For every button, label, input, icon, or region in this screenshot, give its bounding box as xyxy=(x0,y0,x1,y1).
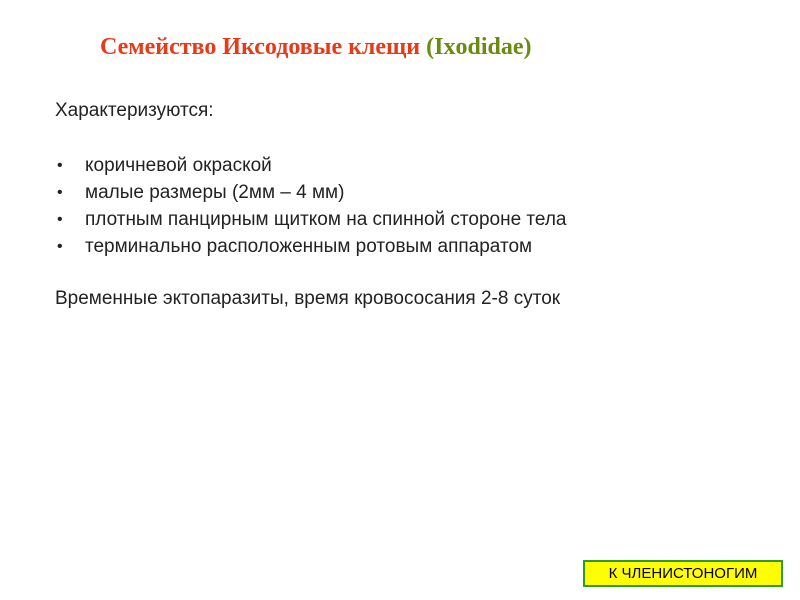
intro-text: Характеризуются: xyxy=(55,100,214,121)
list-item-text: коричневой окраской xyxy=(85,155,272,176)
nav-button-label: К ЧЛЕНИСТОНОГИМ xyxy=(608,565,758,582)
bullet-icon: • xyxy=(57,238,63,255)
bullet-icon: • xyxy=(57,211,63,228)
list-item-text: терминально расположенным ротовым аппаратом xyxy=(85,236,533,257)
bullet-icon: • xyxy=(57,184,63,201)
list-item-text: малые размеры (2мм – 4 мм) xyxy=(85,182,345,203)
summary-text: Временные эктопаразиты, время кровососания 2-8 суток xyxy=(55,288,561,309)
title-latin: (Ixodidae) xyxy=(426,34,532,60)
list-item-text: плотным панцирным щитком на спинной стороне тела xyxy=(85,209,567,230)
characteristics-list xyxy=(55,152,567,260)
slide-title xyxy=(100,34,531,61)
title-russian: Семейство Иксодовые клещи xyxy=(100,34,421,60)
list-item xyxy=(55,152,567,179)
bullet-icon: • xyxy=(57,157,63,174)
list-item xyxy=(55,179,567,206)
list-item xyxy=(55,206,567,233)
list-item xyxy=(55,233,567,260)
to-arthropods-button[interactable] xyxy=(583,560,783,587)
